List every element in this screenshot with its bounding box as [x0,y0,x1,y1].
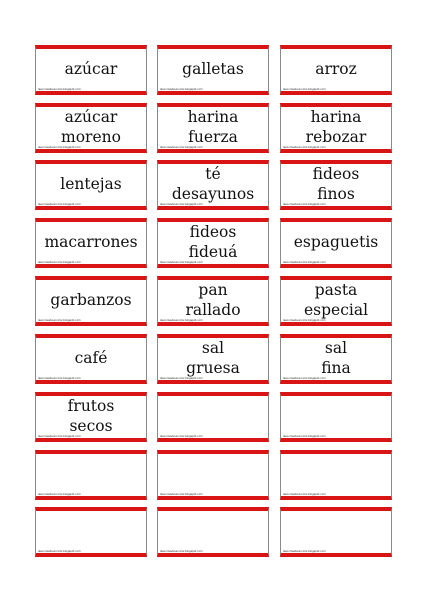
pantry-label [35,334,147,384]
label-line: macarrones [44,232,138,251]
label-line: fideos [189,222,237,241]
label-line: sal [324,338,348,357]
label-text [36,341,146,374]
pantry-label [280,103,392,153]
pantry-label [157,276,269,326]
label-text [281,225,391,258]
label-text [158,338,268,377]
label-line: harina [187,107,239,126]
label-line: especial [303,300,369,319]
credit-text: lasonrisadeuncolor.blogspot.com [160,319,203,322]
label-line: arroz [315,59,357,78]
pantry-label [35,218,147,268]
credit-text: lasonrisadeuncolor.blogspot.com [160,146,203,149]
label-text [158,457,268,490]
pantry-label [35,103,147,153]
pantry-label [35,45,147,95]
label-text [36,167,146,200]
label-text [281,107,391,146]
pantry-label [280,334,392,384]
credit-text: lasonrisadeuncolor.blogspot.com [283,203,326,206]
pantry-label [280,160,392,210]
label-line: pan [198,280,228,299]
credit-text: lasonrisadeuncolor.blogspot.com [283,493,326,496]
label-text [158,222,268,261]
label-text [36,225,146,258]
label-text [158,399,268,432]
credit-text: lasonrisadeuncolor.blogspot.com [38,550,81,553]
label-line: azúcar [64,59,118,78]
credit-text: lasonrisadeuncolor.blogspot.com [283,550,326,553]
pantry-label [280,450,392,500]
label-line: rebozar [305,127,367,146]
credit-text: lasonrisadeuncolor.blogspot.com [160,377,203,380]
credit-text: lasonrisadeuncolor.blogspot.com [160,435,203,438]
label-text [158,164,268,203]
credit-text: lasonrisadeuncolor.blogspot.com [38,88,81,91]
credit-text: lasonrisadeuncolor.blogspot.com [38,146,81,149]
label-text [158,514,268,547]
label-line: garbanzos [50,290,132,309]
credit-text: lasonrisadeuncolor.blogspot.com [283,435,326,438]
pantry-label [280,392,392,442]
label-text [281,514,391,547]
pantry-label [35,507,147,557]
label-line: fuerza [188,127,238,146]
label-text [36,52,146,85]
label-text [158,52,268,85]
credit-text: lasonrisadeuncolor.blogspot.com [283,261,326,264]
label-line: espaguetis [293,232,379,251]
label-text [281,164,391,203]
label-line: harina [310,107,362,126]
credit-text: lasonrisadeuncolor.blogspot.com [38,377,81,380]
label-text [158,280,268,319]
pantry-label [157,45,269,95]
label-line: frutos [67,396,115,415]
label-line: gruesa [186,358,240,377]
credit-text: lasonrisadeuncolor.blogspot.com [160,88,203,91]
label-text [36,283,146,316]
label-line: té [205,164,221,183]
label-text [281,280,391,319]
pantry-label [280,45,392,95]
label-line: lentejas [60,174,122,193]
credit-text: lasonrisadeuncolor.blogspot.com [283,377,326,380]
credit-text: lasonrisadeuncolor.blogspot.com [283,88,326,91]
label-text [36,514,146,547]
label-line: moreno [61,127,121,146]
label-line: sal [201,338,225,357]
label-text [281,52,391,85]
credit-text: lasonrisadeuncolor.blogspot.com [160,550,203,553]
pantry-label [35,450,147,500]
pantry-label [157,334,269,384]
label-text [281,457,391,490]
pantry-label [35,392,147,442]
label-text [36,396,146,435]
label-line: galletas [182,59,244,78]
pantry-label [157,507,269,557]
credit-text: lasonrisadeuncolor.blogspot.com [38,493,81,496]
pantry-label [280,218,392,268]
label-line: azúcar [64,107,118,126]
credit-text: lasonrisadeuncolor.blogspot.com [38,203,81,206]
credit-text: lasonrisadeuncolor.blogspot.com [38,261,81,264]
label-text [36,107,146,146]
pantry-label [35,276,147,326]
credit-text: lasonrisadeuncolor.blogspot.com [160,261,203,264]
credit-text: lasonrisadeuncolor.blogspot.com [38,319,81,322]
label-line: rallado [185,300,241,319]
label-line: fina [321,358,351,377]
pantry-label [157,218,269,268]
credit-text: lasonrisadeuncolor.blogspot.com [283,146,326,149]
credit-text: lasonrisadeuncolor.blogspot.com [38,435,81,438]
pantry-label [157,160,269,210]
label-line: desayunos [171,184,255,203]
label-text [158,107,268,146]
pantry-label [157,103,269,153]
credit-text: lasonrisadeuncolor.blogspot.com [160,203,203,206]
credit-text: lasonrisadeuncolor.blogspot.com [160,493,203,496]
label-text [281,338,391,377]
label-line: fideuá [188,242,238,261]
label-text [36,457,146,490]
label-line: finos [317,184,355,203]
pantry-label [157,450,269,500]
pantry-label [280,276,392,326]
credit-text: lasonrisadeuncolor.blogspot.com [283,319,326,322]
label-line: fideos [312,164,360,183]
label-line: pasta [314,280,358,299]
label-line: secos [69,416,113,435]
pantry-label [280,507,392,557]
pantry-label [35,160,147,210]
pantry-label [157,392,269,442]
label-line: café [74,348,108,367]
label-text [281,399,391,432]
